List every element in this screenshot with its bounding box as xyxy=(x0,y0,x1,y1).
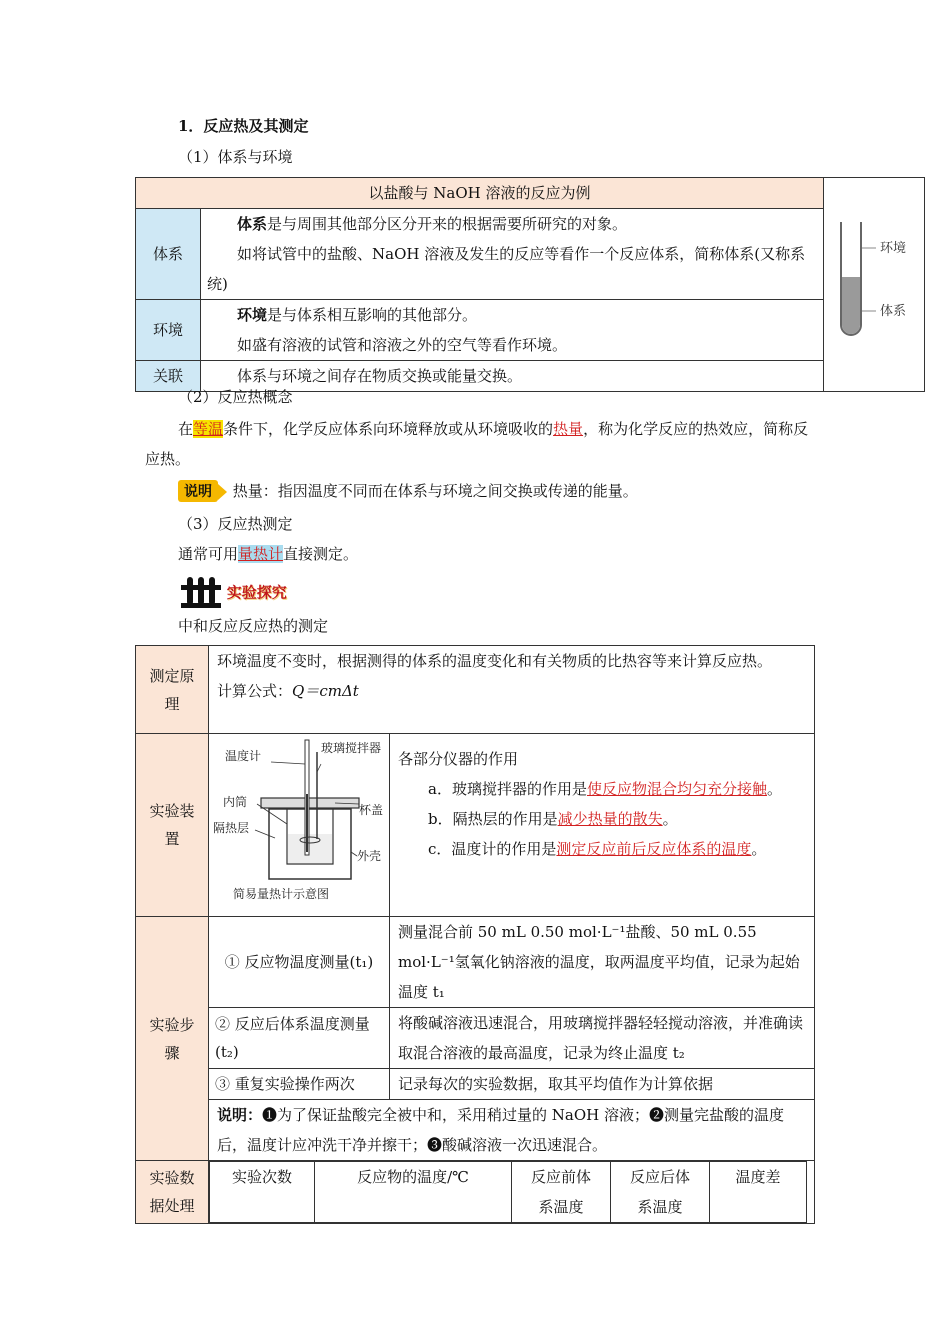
label-shell: 外壳 xyxy=(357,849,382,863)
keyword-heat: 热量 xyxy=(553,420,584,438)
steps-note: 说明：❶为了保证盐酸完全被中和，采用稍过量的 NaOH 溶液；❷测量完盐酸的温度后，温度计应冲洗干净并擦干；❸酸碱溶液一次迅速混合。 xyxy=(209,1100,815,1161)
data-processing-cell xyxy=(209,1161,815,1224)
label-thermometer: 温度计 xyxy=(225,749,262,763)
experiment-badge: 实验探究 xyxy=(180,575,287,609)
experiment-table xyxy=(135,645,815,1224)
row-label-relation: 关联 xyxy=(136,361,201,392)
row-label-system: 体系 xyxy=(136,209,201,300)
label-system: 体系 xyxy=(880,303,907,319)
measurement-paragraph: 通常可用量热计直接测定。 xyxy=(178,545,359,563)
label-data-processing: 实验数据处理 xyxy=(136,1161,209,1224)
concept-paragraph: 在等温条件下，化学反应体系向环境释放或从环境吸收的热量，称为化学反应的热效应，简称反应热。 xyxy=(145,420,809,468)
label-lid: 杯盖 xyxy=(359,803,384,817)
note-badge: 说明 xyxy=(178,480,218,502)
step-1-desc: 测量混合前 50 mL 0.50 mol·L⁻¹盐酸、50 mL 0.55 mol·L⁻¹氢氧化钠溶液的温度，取两温度平均值，记录为起始温度 t₁ xyxy=(390,917,815,1008)
step-2-desc: 将酸碱溶液迅速混合，用玻璃搅拌器轻轻搅动溶液，并准确读取混合溶液的最高温度，记录为终止温度 t₂ xyxy=(390,1008,815,1069)
note-text: 热量：指因温度不同而在体系与环境之间交换或传递的能量。 xyxy=(232,482,638,500)
principle-content: 环境温度不变时，根据测得的体系的温度变化和有关物质的比热容等来计算反应热。 计算公式：Q＝cmΔt xyxy=(209,646,815,734)
col-after-temp: 反应后体系温度 xyxy=(611,1162,710,1223)
test-tube-cell xyxy=(824,178,925,392)
label-insulation: 隔热层 xyxy=(213,821,250,835)
formula: Q＝cmΔt xyxy=(292,682,359,700)
label-stirrer: 玻璃搅拌器 xyxy=(321,741,382,755)
calorimeter-cell xyxy=(209,734,390,917)
data-header-table xyxy=(209,1161,807,1223)
test-tube-rack-icon xyxy=(180,575,222,609)
calorimeter-diagram xyxy=(209,734,389,906)
subheading-system: （1）体系与环境 xyxy=(178,148,293,166)
term-system: 体系 xyxy=(237,215,268,233)
row-label-environment: 环境 xyxy=(136,300,201,361)
test-tube-diagram xyxy=(824,180,924,380)
step-2-name: ② 反应后体系温度测量(t₂) xyxy=(209,1008,390,1069)
keyword-isothermal: 等温 xyxy=(193,420,224,438)
label-steps: 实验步骤 xyxy=(136,917,209,1161)
table-header: 以盐酸与 NaOH 溶液的反应为例 xyxy=(136,178,824,209)
col-trial: 实验次数 xyxy=(210,1162,315,1223)
step-3-name: ③ 重复实验操作两次 xyxy=(209,1069,390,1100)
col-reactant-temp: 反应物的温度/℃ xyxy=(315,1162,512,1223)
row-content-environment: 环境是与体系相互影响的其他部分。 如盛有溶液的试管和溶液之外的空气等看作环境。 xyxy=(201,300,824,361)
subheading-measurement: （3）反应热测定 xyxy=(178,515,293,533)
subheading-concept: （2）反应热概念 xyxy=(178,388,293,406)
term-environment: 环境 xyxy=(237,306,268,324)
step-1-name: ① 反应物温度测量(t₁) xyxy=(209,917,390,1008)
row-content-relation: 体系与环境之间存在物质交换或能量交换。 xyxy=(201,361,824,392)
answer-insulation: 减少热量的散失 xyxy=(557,810,663,828)
label-device: 实验装置 xyxy=(136,734,209,917)
answer-stirrer: 使反应物混合均匀充分接触 xyxy=(586,780,767,798)
device-roles: 各部分仪器的作用 a．玻璃搅拌器的作用是使反应物混合均匀充分接触。 b．隔热层的作用是减少热量的散失。 c．温度计的作用是测定反应前后反应体系的温度。 xyxy=(390,734,815,917)
note-row xyxy=(178,480,638,502)
system-environment-table xyxy=(135,177,925,392)
label-principle: 测定原理 xyxy=(136,646,209,734)
section-heading: 1．反应热及其测定 xyxy=(178,117,309,135)
col-before-temp: 反应前体系温度 xyxy=(512,1162,611,1223)
keyword-calorimeter: 量热计 xyxy=(238,545,284,563)
col-temp-diff: 温度差 xyxy=(710,1162,807,1223)
experiment-title: 中和反应反应热的测定 xyxy=(178,617,329,635)
answer-thermometer: 测定反应前后反应体系的温度 xyxy=(556,840,752,858)
label-environment: 环境 xyxy=(880,240,907,256)
diagram-caption: 简易量热计示意图 xyxy=(233,887,330,901)
step-3-desc: 记录每次的实验数据，取其平均值作为计算依据 xyxy=(390,1069,815,1100)
row-content-system: 体系是与周围其他部分区分开来的根据需要所研究的对象。 如将试管中的盐酸、NaOH 溶液及发生的反应等看作一个反应体系，简称体系(又称系统) xyxy=(201,209,824,300)
label-inner-cup: 内筒 xyxy=(223,795,248,809)
